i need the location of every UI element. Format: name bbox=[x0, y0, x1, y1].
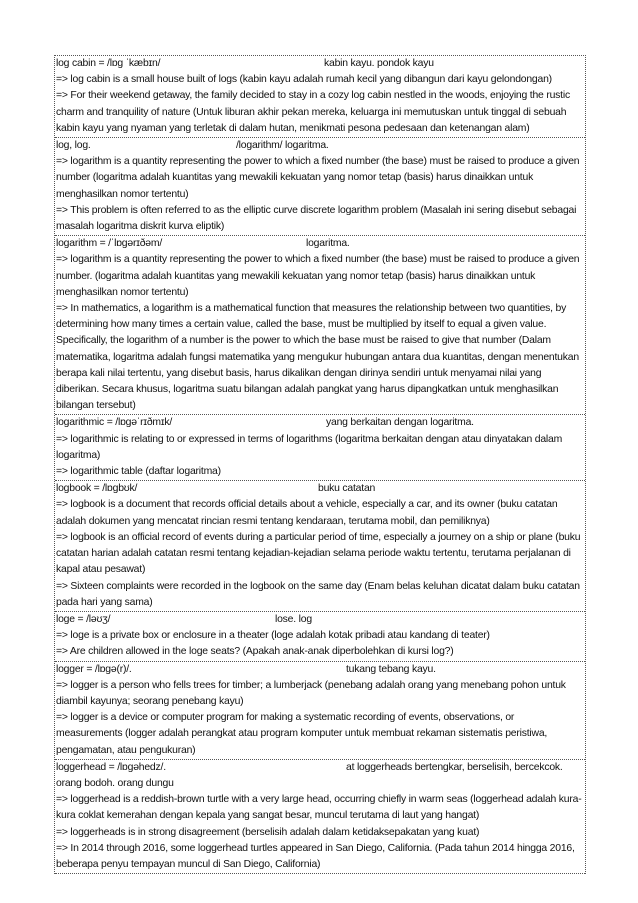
headword: logarithmic = /lɒgəˈrɪðmɪk/ bbox=[56, 417, 173, 429]
definition-line: => loge is a private box or enclosure in a theater (loge adalah kotak pribadi atau kandang di teater) bbox=[56, 630, 490, 642]
definition-line: => logarithm is a quantity representing the power to which a fixed number (the base) must be raised to produce a given number (logaritma adalah kuantitas yang mewakili kekuatan yang nomor tetap (basis) harus dinaikkan untuk menghasilkan nomor tertentu) bbox=[56, 156, 580, 200]
definition-line: => logbook is an official record of events during a particular period of time, especially a journey on a ship or plane (buku catatan harian adalah catatan resmi tentang kejadian-kejadian selama periode waktu tertentu, terutama perjalanan di kapal atau pesawat) bbox=[56, 531, 581, 576]
entry-header bbox=[56, 56, 583, 72]
definition-line: => logger is a person who fells trees for timber; a lumberjack (penebang adalah orang yang menebang pohon untuk diambil kayunya; seorang penebang kayu) bbox=[56, 679, 566, 707]
entry-logarithmic bbox=[55, 415, 585, 481]
entry-header bbox=[56, 760, 583, 776]
entry-logbook bbox=[55, 481, 585, 612]
meaning: at loggerheads bertengkar, berselisih, bercekcok. bbox=[346, 761, 563, 773]
headword: loggerhead = /lɒgəhedz/. bbox=[56, 761, 166, 773]
entry-header bbox=[56, 138, 583, 154]
example-line: => Are children allowed in the loge seats? (Apakah anak-anak diperbolehkan di kursi log?) bbox=[56, 646, 454, 658]
definition-line: => log cabin is a small house built of logs (kabin kayu adalah rumah kecil yang dibangun dari kayu gelondongan) bbox=[56, 74, 552, 86]
definition-line: => loggerhead is a reddish-brown turtle with a very large head, occurring chiefly in warm seas (loggerhead adalah kura-kura coklat kemerahan dengan kepala yang sangat besar, muncul terutama di laut yang hangat) bbox=[56, 794, 582, 822]
example-line: => In 2014 through 2016, some loggerhead turtles appeared in San Diego, California. (Pada tahun 2014 hingga 2016, beberapa penyu tempayan muncul di San Diego, California) bbox=[56, 842, 575, 870]
definition-line: => logarithmic is relating to or expressed in terms of logarithms (logaritma berkaitan dengan atau dinyatakan dalam logaritma) bbox=[56, 433, 563, 461]
dictionary-table bbox=[54, 55, 586, 874]
entry-logarithm bbox=[55, 236, 585, 415]
meaning-line: orang bodoh. orang dungu bbox=[56, 777, 174, 789]
definition-line: => logarithm is a quantity representing the power to which a fixed number (the base) must be raised to produce a given number. (logaritma adalah kuantitas yang mewakili kekuatan yang nomor tetap (basis) harus dinaikkan untuk menghasilkan nomor tertentu) bbox=[56, 254, 580, 298]
example-line: => Sixteen complaints were recorded in the logbook on the same day (Enam belas keluhan dicatat dalam buku catatan pada hari yang sama) bbox=[56, 580, 580, 608]
headword: log, log. bbox=[56, 140, 91, 152]
meaning: lose. log bbox=[275, 613, 312, 625]
entry-loge bbox=[55, 612, 585, 662]
meaning: /logarithm/ logaritma. bbox=[236, 140, 329, 152]
definition-line: => logger is a device or computer program for making a systematic recording of events, observations, or measurements (logger adalah perangkat atau program komputer untuk membuat rekaman sistematis peristiwa, pengamatan, atau pengukuran) bbox=[56, 712, 548, 756]
entry-header bbox=[56, 662, 583, 678]
example-line: => This problem is often referred to as the elliptic curve discrete logarithm problem (Masalah ini sering disebut sebagai masalah logaritma diskrit kurva eliptik) bbox=[56, 204, 577, 233]
example-line: => For their weekend getaway, the family decided to stay in a cozy log cabin nestled in the woods, enjoying the rustic charm and tranquility of nature (Untuk liburan akhir pekan mereka, keluarga ini memutuskan untuk tinggal di sebuah kabin kayu yang nyaman yang terletak di dalam hutan, menikmati pesona pedesaan dan ketenangan alam) bbox=[56, 90, 570, 134]
headword: logbook = /lɒgbʊk/ bbox=[56, 483, 138, 495]
headword: loge = /ləʊʒ/ bbox=[56, 613, 111, 625]
entry-header bbox=[56, 236, 583, 252]
definition-line: => logbook is a document that records official details about a vehicle, especially a car, and its owner (buku catatan adalah dokumen yang mencatat rincian resmi tentang kendaraan, terutama mobil, dan pemiliknya) bbox=[56, 499, 558, 527]
entry-log-cabin bbox=[55, 56, 585, 138]
meaning: logaritma. bbox=[306, 238, 350, 250]
headword: logarithm = /ˈlɒgərɪðəm/ bbox=[56, 238, 163, 250]
headword: logger = /lɒgə(r)/. bbox=[56, 663, 132, 675]
entry-header bbox=[56, 612, 583, 628]
entry-header bbox=[56, 415, 583, 431]
entry-loggerhead bbox=[55, 760, 585, 874]
entry-header bbox=[56, 481, 583, 497]
example-line: => In mathematics, a logarithm is a mathematical function that measures the relationship between two quantities, by determining how many times a certain value, called the base, must be multiplied by itself to equal a given value. Specifically, the logarithm of a number is the power to which the base must be raised to give that number (Dalam matematika, logaritma adalah fungsi matematika yang mengukur hubungan antara dua kuantitas, dengan menentukan berapa kali nilai tertentu, yang disebut basis, harus dikalikan dengan dirinya sendiri untuk menyamai nilai yang diberikan. Secara khusus, logaritma suatu bilangan adalah pangkat yang harus dipangkatkan untuk menghasilkan bilangan tersebut) bbox=[56, 303, 579, 412]
example-line: => logarithmic table (daftar logaritma) bbox=[56, 466, 221, 478]
headword: log cabin = /lɒg ˈkæbɪn/ bbox=[56, 58, 161, 69]
meaning: tukang tebang kayu. bbox=[346, 663, 436, 675]
meaning: kabin kayu. pondok kayu bbox=[324, 58, 434, 69]
entry-logger bbox=[55, 662, 585, 760]
entry-log bbox=[55, 138, 585, 236]
meaning: yang berkaitan dengan logaritma. bbox=[326, 417, 474, 429]
definition-line: => loggerheads is in strong disagreement (berselisih adalah dalam ketidaksepakatan yang kuat) bbox=[56, 826, 480, 838]
meaning: buku catatan bbox=[318, 483, 376, 495]
